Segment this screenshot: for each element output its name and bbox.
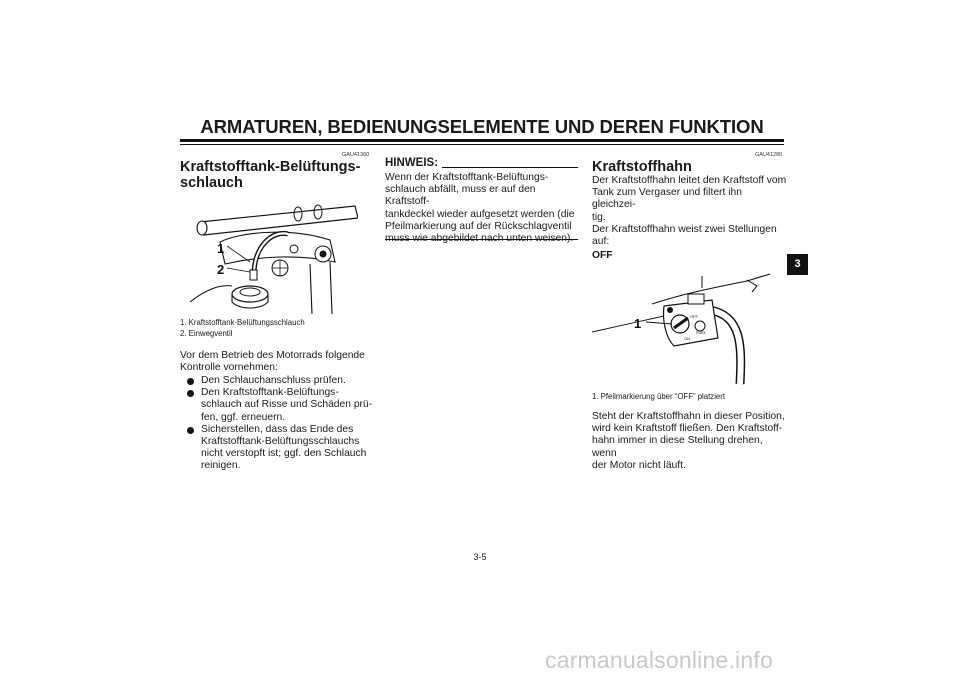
section-title: Kraftstofftank-Belüftungs- schlauch <box>180 159 361 191</box>
figure-caption: 1. Pfeilmarkierung über “OFF” platziert <box>592 392 726 401</box>
note-heading: HINWEIS: <box>385 157 439 169</box>
off-description: Steht der Kraftstoffhahn in dieser Position, wird kein Kraftstoff fließen. Den Kraftstoff- hahn immer in diese Stellung drehen, wenn der Motor nicht läuft. <box>592 411 785 471</box>
section-title: Kraftstoffhahn <box>592 159 692 175</box>
off-heading: OFF <box>592 250 613 261</box>
intro-paragraph: Vor dem Betrieb des Motorrads folgende Kontrolle vornehmen: <box>180 350 365 374</box>
figure-captions <box>180 317 305 339</box>
off-marking: OFF <box>690 314 698 319</box>
note-rule-bottom <box>385 239 578 240</box>
breather-hose-figure <box>180 192 358 314</box>
caption-item: 2. Einwegventil <box>180 329 233 338</box>
list-item: Sicherstellen, dass das Ende des Kraftstofftank-Belüftungsschlauchs nicht verstopft ist; ggf. den Schlauch reinigen. <box>180 424 380 473</box>
page-number: 3-5 <box>473 552 487 562</box>
on-marking: ON <box>684 336 690 341</box>
figure-label-1: 1 <box>634 316 642 331</box>
list-item: Den Schlauchanschluss prüfen. <box>180 375 380 387</box>
fuel-cock-figure <box>592 266 770 386</box>
watermark: carmanualsonline.info <box>545 647 773 673</box>
figure-label-1: 1 <box>217 241 225 256</box>
note-text: Wenn der Kraftstofftank-Belüftungs- schlauch abfällt, muss er auf den Kraftstoff- tankdeckel wieder aufgesetzt werden (die Pfeilmarkierung auf der Rückschlagventil <box>385 172 575 232</box>
note-rule-top <box>442 167 578 168</box>
fuel-cock-paragraph: Der Kraftstoffhahn leitet den Kraftstoff vom Tank zum Vergaser und filtert ihn gleichzei- tig. Der Kraftstoffhahn weist zwei Stellungen auf: <box>592 175 787 248</box>
caption-item: 1. Kraftstofftank-Belüftungsschlauch <box>180 318 305 327</box>
header-rule-thick <box>180 139 784 142</box>
checklist <box>180 375 380 473</box>
header-rule-thin <box>180 144 784 145</box>
figure-label-2: 2 <box>217 262 225 277</box>
section-code: GAU41360 <box>342 152 370 158</box>
chapter-tab: 3 <box>787 254 808 275</box>
fuel-marking: FUEL <box>696 330 707 335</box>
page-header-title: ARMATUREN, BEDIENUNGSELEMENTE UND DEREN FUNKTION <box>200 116 764 137</box>
list-item: Den Kraftstofftank-Belüftungs- schlauch auf Risse und Schäden prü- fen, ggf. erneuern. <box>180 387 380 424</box>
section-code: GAU41280 <box>755 152 783 158</box>
